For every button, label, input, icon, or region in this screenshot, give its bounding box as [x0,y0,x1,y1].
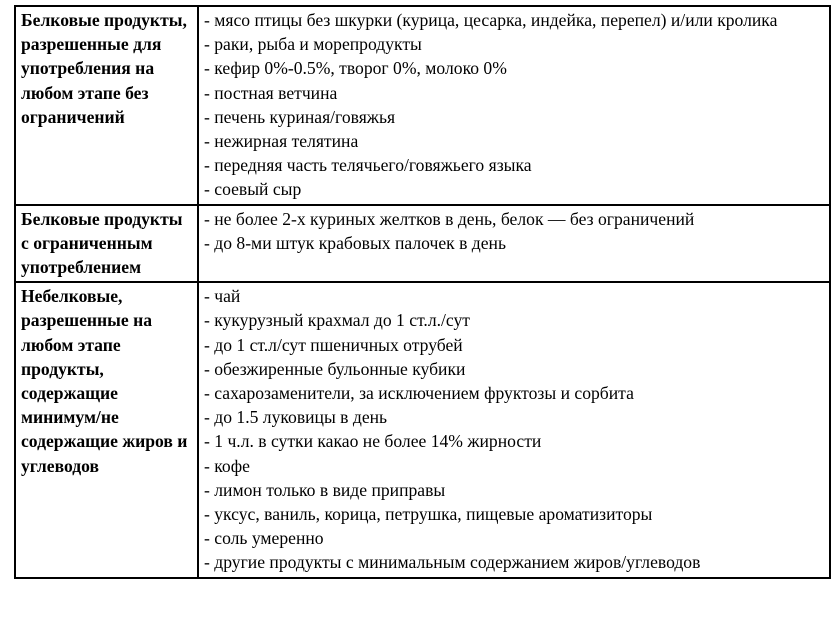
list-item: - соль умеренно [204,528,324,549]
list-item: - 1 ч.л. в сутки какао не более 14% жирности [204,431,542,452]
list-item: - кукурузный крахмал до 1 ст.л./сут [204,310,470,331]
item-list [204,207,825,255]
category-cell: Белковые продукты, разрешенные для употребления на любом этапе без ограничений [15,6,198,205]
item-list [204,284,825,574]
list-item: - передняя часть телячьего/говяжьего языка [204,155,532,176]
list-item: - постная ветчина [204,82,338,103]
list-item: - не более 2-х куриных желтков в день, белок — без ограничений [204,208,695,229]
table-row [15,282,830,577]
list-item: - лимон только в виде приправы [204,479,446,500]
items-cell [198,6,830,205]
list-item: - мясо птицы без шкурки (курица, цесарка, индейка, перепел) и/или кролика [204,10,778,30]
list-item: - раки, рыба и морепродукты [204,34,422,55]
list-item: - чай [204,286,241,307]
list-item: - уксус, ваниль, корица, петрушка, пищевые ароматизиторы [204,504,653,525]
list-item: - другие продукты с минимальным содержанием жиров/углеводов [204,552,701,573]
items-cell [198,282,830,577]
list-item: - печень куриная/говяжья [204,106,396,127]
list-item: - до 1 ст.л/сут пшеничных отрубей [204,334,463,355]
items-cell [198,205,830,283]
list-item: - кофе [204,455,250,476]
table-row [15,6,830,205]
category-cell: Небелковые, разрешенные на любом этапе продукты, содержащие минимум/не содержащие жиров и углеводов [15,282,198,577]
list-item: - обезжиренные бульонные кубики [204,358,466,379]
category-cell: Белковые продукты с ограниченным употреблением [15,205,198,283]
table-row [15,205,830,283]
list-item: - до 8-ми штук крабовых палочек в день [204,232,506,253]
item-list [204,8,825,202]
food-table [14,5,831,579]
list-item: - кефир 0%-0.5%, творог 0%, молоко 0% [204,58,507,79]
list-item: - сахарозаменители, за исключением фруктозы и сорбита [204,383,634,404]
list-item: - соевый сыр [204,179,302,200]
list-item: - нежирная телятина [204,131,359,152]
list-item: - до 1.5 луковицы в день [204,407,388,428]
